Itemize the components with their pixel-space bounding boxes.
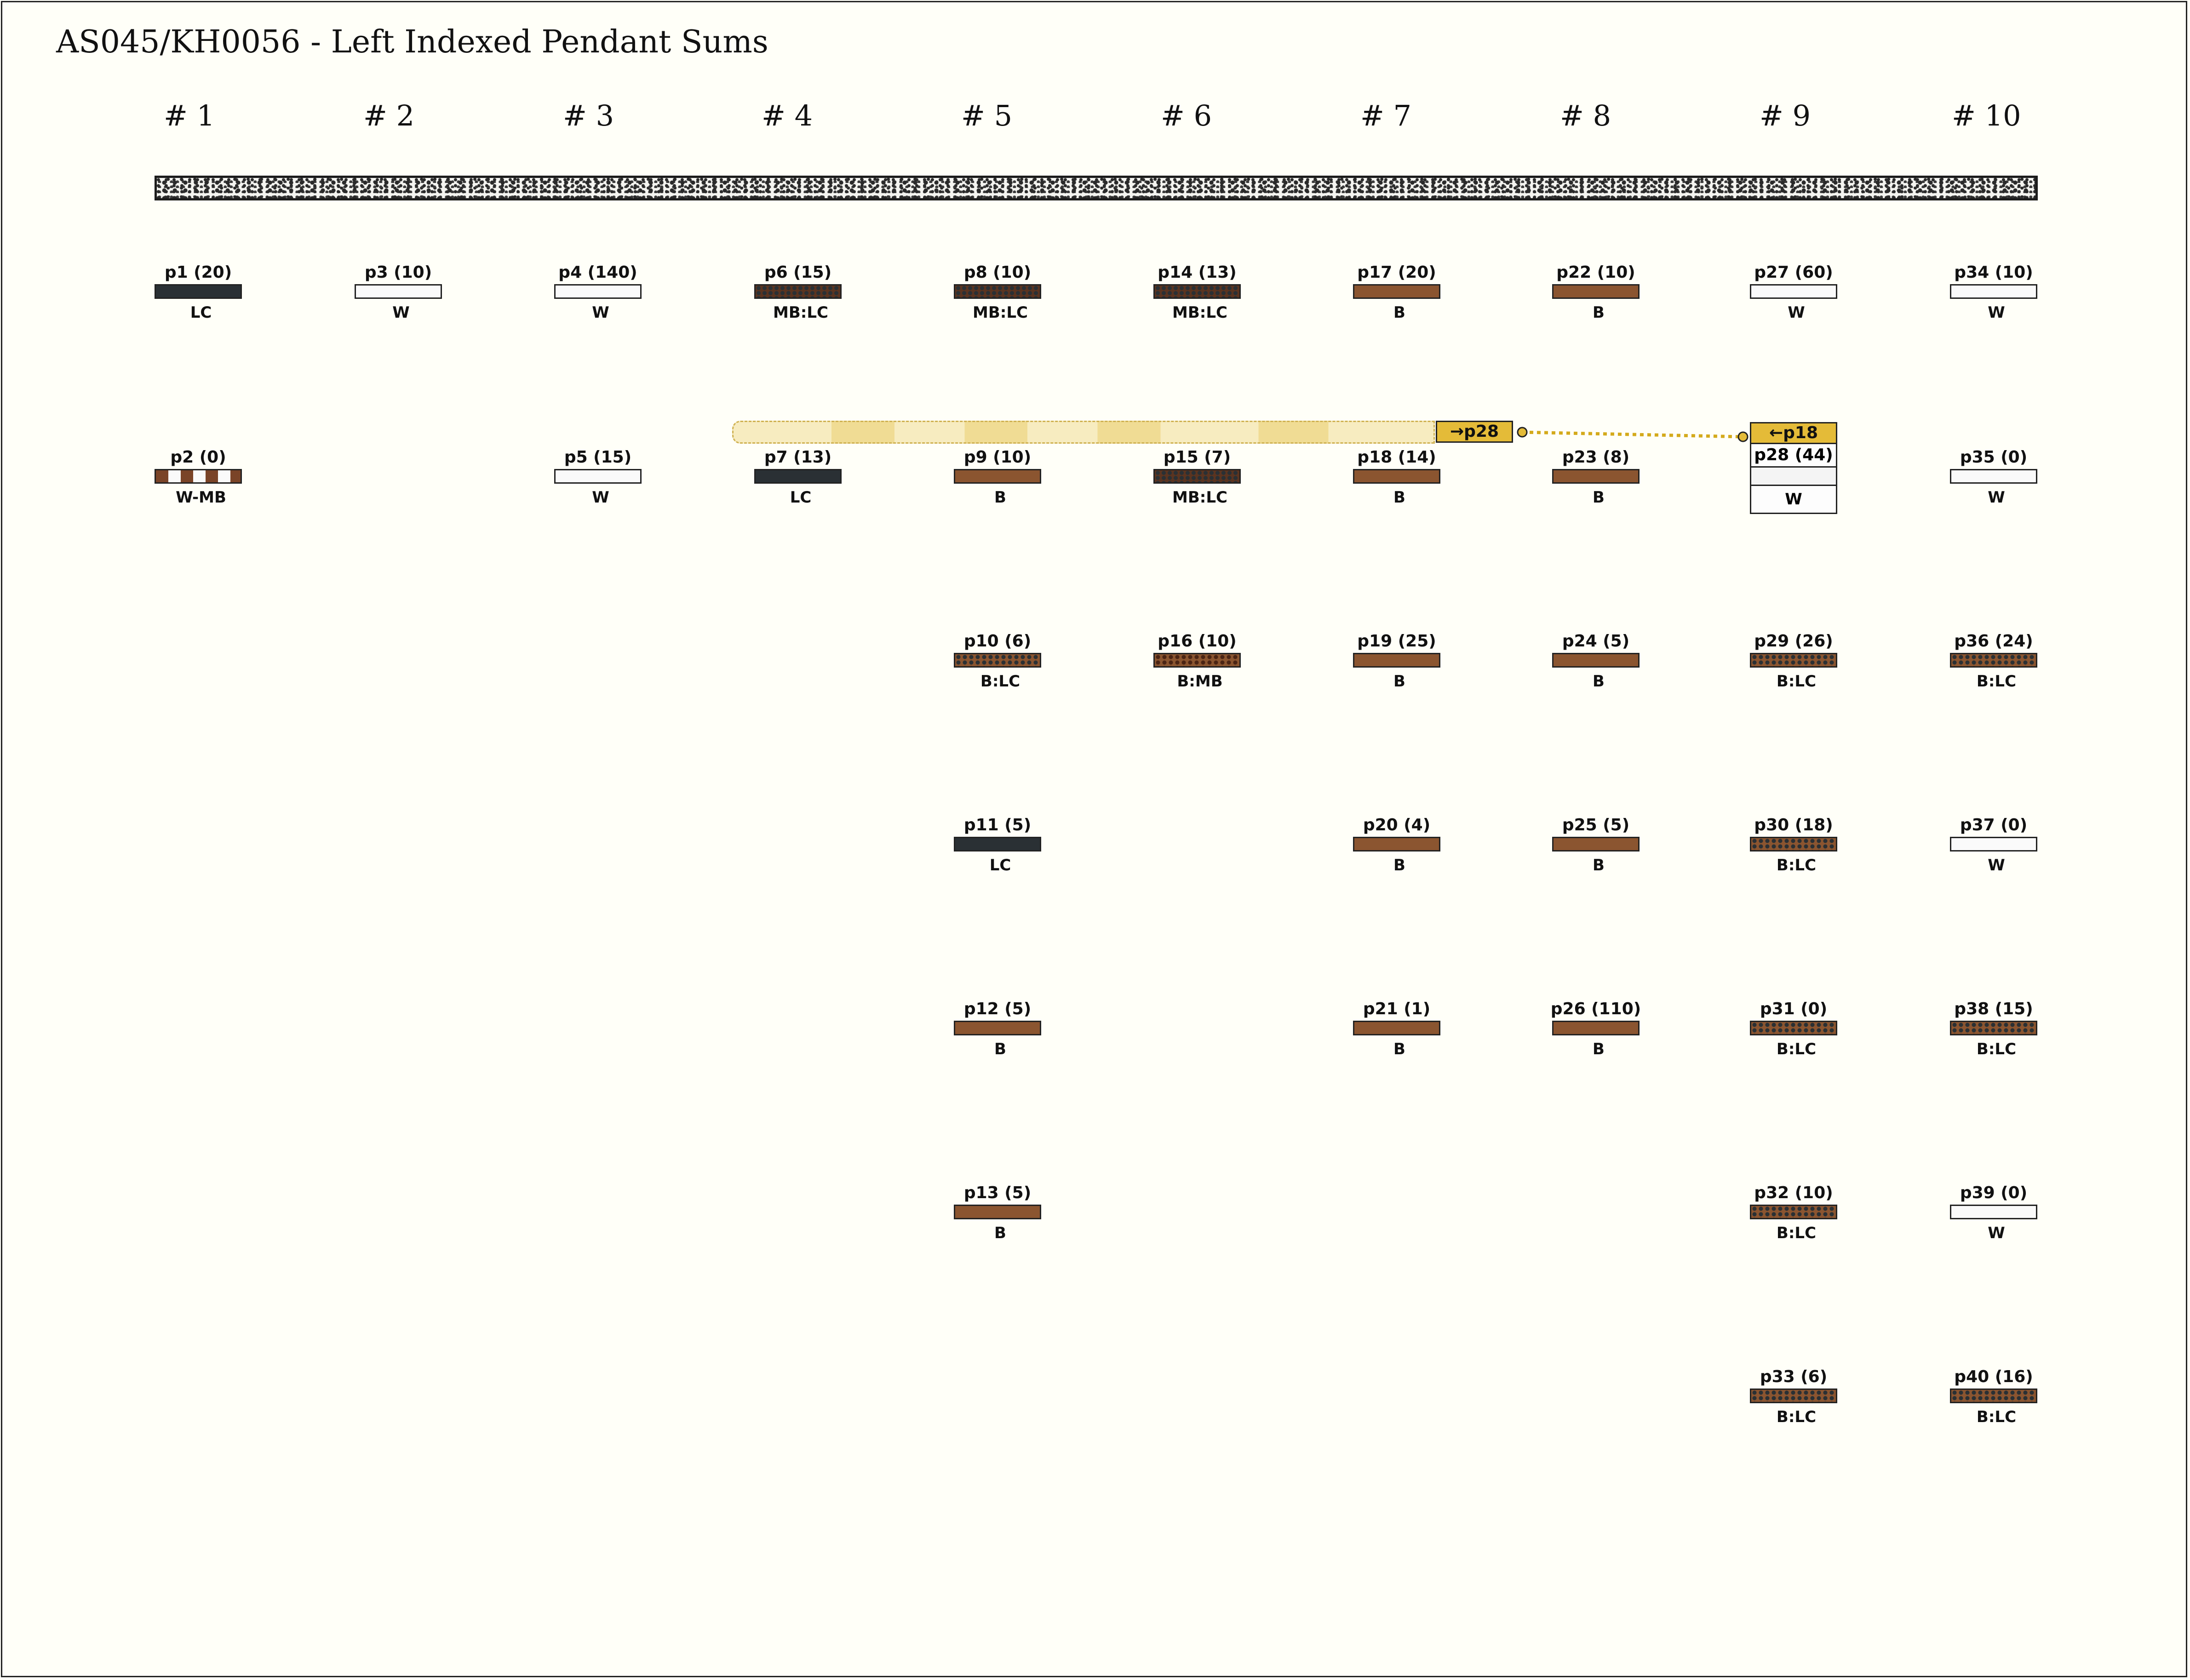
- pendant-color-code: B:MB: [1177, 672, 1223, 691]
- pendant-bar: [1950, 469, 2037, 484]
- pendant-color-code: B: [994, 1040, 1006, 1058]
- pendant-label: p6 (15): [764, 263, 832, 282]
- column-header-7: # 7: [1360, 99, 1412, 132]
- pendant-color-code: W: [1988, 1224, 2005, 1242]
- pendant-label: p1 (20): [164, 263, 232, 282]
- pendant-bar: [1552, 284, 1640, 299]
- pendant-label: p28 (44): [1751, 445, 1836, 468]
- pendant-bar: [355, 284, 442, 299]
- pendant-color-code: B: [1393, 488, 1405, 507]
- pendant-bar: [1950, 1389, 2037, 1403]
- column-header-9: # 9: [1760, 99, 1811, 132]
- pendant-color-code: W: [1988, 488, 2005, 507]
- pendant-bar: [1950, 837, 2037, 851]
- link-end-dot: [1738, 432, 1748, 441]
- pendant-bar: [1750, 284, 1837, 299]
- pendant-label: p22 (10): [1556, 263, 1635, 282]
- pendant-bar: [1750, 653, 1837, 668]
- pendant-bar: [1552, 1021, 1640, 1035]
- pendant-color-code: MB:LC: [1172, 488, 1227, 507]
- pendant-color-code: W: [1988, 856, 2005, 874]
- pendant-bar: [1353, 837, 1440, 851]
- pendant-label: p12 (5): [963, 1000, 1032, 1018]
- link-start-dot: [1518, 428, 1527, 437]
- pendant-bar: [1750, 1021, 1837, 1035]
- pendant-color-code: LC: [790, 488, 812, 507]
- pendant-label: p3 (10): [364, 263, 432, 282]
- pendant-bar: [1353, 284, 1440, 299]
- pendant-label: p16 (10): [1158, 632, 1237, 651]
- pendant-color-code: MB:LC: [1172, 303, 1227, 322]
- pendant-color-code: B: [994, 1224, 1006, 1242]
- pendant-color-code: B:LC: [1976, 672, 2017, 691]
- pendant-label: p19 (25): [1357, 632, 1436, 651]
- pendant-bar: [1750, 837, 1837, 851]
- pendant-label: p17 (20): [1357, 263, 1436, 282]
- pendant-color-code: B:LC: [1976, 1040, 2017, 1058]
- pendant-bar: [1353, 1021, 1440, 1035]
- pendant-color-code: B:LC: [1976, 1408, 2017, 1426]
- column-header-5: # 5: [961, 99, 1013, 132]
- pendant-color-code: B: [1593, 672, 1605, 691]
- pendant-label: p31 (0): [1760, 1000, 1828, 1018]
- pendant-bar: [1353, 469, 1440, 484]
- pendant-label: p23 (8): [1562, 448, 1630, 467]
- pendant-color-code: MB:LC: [773, 303, 828, 322]
- pendant-label: p35 (0): [1960, 448, 2028, 467]
- page-title: AS045/KH0056 - Left Indexed Pendant Sums: [56, 24, 768, 60]
- pendant-color-code: W: [592, 488, 609, 507]
- pendant-color-code: B:LC: [1776, 1040, 1817, 1058]
- pendant-label: p29 (26): [1754, 632, 1833, 651]
- pendant-bar: [1750, 1205, 1837, 1219]
- pendant-color-code: B:LC: [1776, 1224, 1817, 1242]
- pendant-bar: [155, 284, 242, 299]
- pendant-bar: [1750, 1389, 1837, 1403]
- pendant-color-code: B:LC: [1776, 672, 1817, 691]
- pendant-bar: [554, 284, 642, 299]
- pendant-label: p40 (16): [1954, 1367, 2033, 1386]
- pendant-color-code: B: [1393, 856, 1405, 874]
- pendant-color-code: B:LC: [1776, 856, 1817, 874]
- pendant-label: p14 (13): [1158, 263, 1237, 282]
- pendant-label: p26 (110): [1550, 1000, 1641, 1018]
- pendant-bar: [1751, 468, 1836, 486]
- pendant-label: p34 (10): [1954, 263, 2033, 282]
- pendant-color-code: W: [1988, 303, 2005, 322]
- pendant-color-code: W: [392, 303, 410, 322]
- pendant-bar: [1153, 469, 1241, 484]
- pendant-bar: [954, 653, 1041, 668]
- pendant-bar: [1153, 284, 1241, 299]
- pendant-label: p15 (7): [1163, 448, 1231, 467]
- pendant-label: p37 (0): [1960, 816, 2028, 834]
- pendant-bar: [1153, 653, 1241, 668]
- pendant-label: p4 (140): [558, 263, 637, 282]
- pendant-color-code: B: [1593, 303, 1605, 322]
- column-header-4: # 4: [762, 99, 813, 132]
- pendant-label: p36 (24): [1954, 632, 2033, 651]
- pendant-color-code: B: [1593, 856, 1605, 874]
- pendant-color-code: B:LC: [1776, 1408, 1817, 1426]
- pendant-label: p38 (15): [1954, 1000, 2033, 1018]
- pendant-bar: [1552, 469, 1640, 484]
- pendant-bar: [554, 469, 642, 484]
- pendant-color-code: B: [1393, 672, 1405, 691]
- pendant-color-code: LC: [989, 856, 1011, 874]
- column-header-2: # 2: [363, 99, 415, 132]
- sum-target-tag: ←p18: [1750, 422, 1837, 444]
- pendant-label: p25 (5): [1562, 816, 1630, 834]
- pendant-bar: [954, 1021, 1041, 1035]
- pendant-bar: [1552, 653, 1640, 668]
- pendant-bar: [954, 1205, 1041, 1219]
- pendant-color-code: B: [1593, 1040, 1605, 1058]
- pendant-label: p13 (5): [963, 1183, 1032, 1202]
- pendant-bar: [954, 284, 1041, 299]
- pendant-label: p20 (4): [1363, 816, 1431, 834]
- pendant-bar: [1950, 1021, 2037, 1035]
- pendant-bar: [954, 837, 1041, 851]
- pendant-color-code: W: [1788, 303, 1805, 322]
- pendant-bar: [1950, 653, 2037, 668]
- pendant-label: p39 (0): [1960, 1183, 2028, 1202]
- pendant-color-code: B: [994, 488, 1006, 507]
- sum-source-tag[interactable]: →p28: [1436, 421, 1513, 443]
- pendant-color-code: W: [1785, 490, 1802, 509]
- column-header-3: # 3: [563, 99, 614, 132]
- pendant-bar: [155, 469, 242, 484]
- pendant-bar: [754, 284, 842, 299]
- pendant-color-code: B: [1593, 488, 1605, 507]
- column-header-1: # 1: [164, 99, 215, 132]
- column-header-6: # 6: [1161, 99, 1212, 132]
- pendant-color-code: B:LC: [980, 672, 1020, 691]
- pendant-bar: [1552, 837, 1640, 851]
- pendant-label: p2 (0): [170, 448, 226, 467]
- pendant-bar: [1950, 284, 2037, 299]
- pendant-label: p11 (5): [963, 816, 1032, 834]
- pendant-color-code: MB:LC: [973, 303, 1028, 322]
- pendant-label: p9 (10): [963, 448, 1032, 467]
- pendant-color-code: LC: [190, 303, 212, 322]
- pendant-label: p27 (60): [1754, 263, 1833, 282]
- column-header-8: # 8: [1560, 99, 1611, 132]
- pendant-label: p8 (10): [963, 263, 1032, 282]
- pendant-label: p10 (6): [963, 632, 1032, 651]
- pendant-label: p33 (6): [1760, 1367, 1828, 1386]
- pendant-label: p5 (15): [564, 448, 632, 467]
- pendant-color-code: W: [592, 303, 609, 322]
- pendant-bar: [1353, 653, 1440, 668]
- pendant-label: p7 (13): [764, 448, 832, 467]
- pendant-label: p32 (10): [1754, 1183, 1833, 1202]
- pendant-label: p18 (14): [1357, 448, 1436, 467]
- pendant-bar: [954, 469, 1041, 484]
- pendant-color-code: W-MB: [176, 488, 226, 507]
- pendant-label: p30 (18): [1754, 816, 1833, 834]
- column-header-10: # 10: [1952, 99, 2021, 132]
- pendant-p28[interactable]: [1750, 422, 1837, 514]
- pendant-color-code: B: [1393, 1040, 1405, 1058]
- pendant-label: p24 (5): [1562, 632, 1630, 651]
- pendant-bar: [754, 469, 842, 484]
- pendant-label: p21 (1): [1363, 1000, 1431, 1018]
- pendant-bar: [1950, 1205, 2037, 1219]
- pendant-color-code: B: [1393, 303, 1405, 322]
